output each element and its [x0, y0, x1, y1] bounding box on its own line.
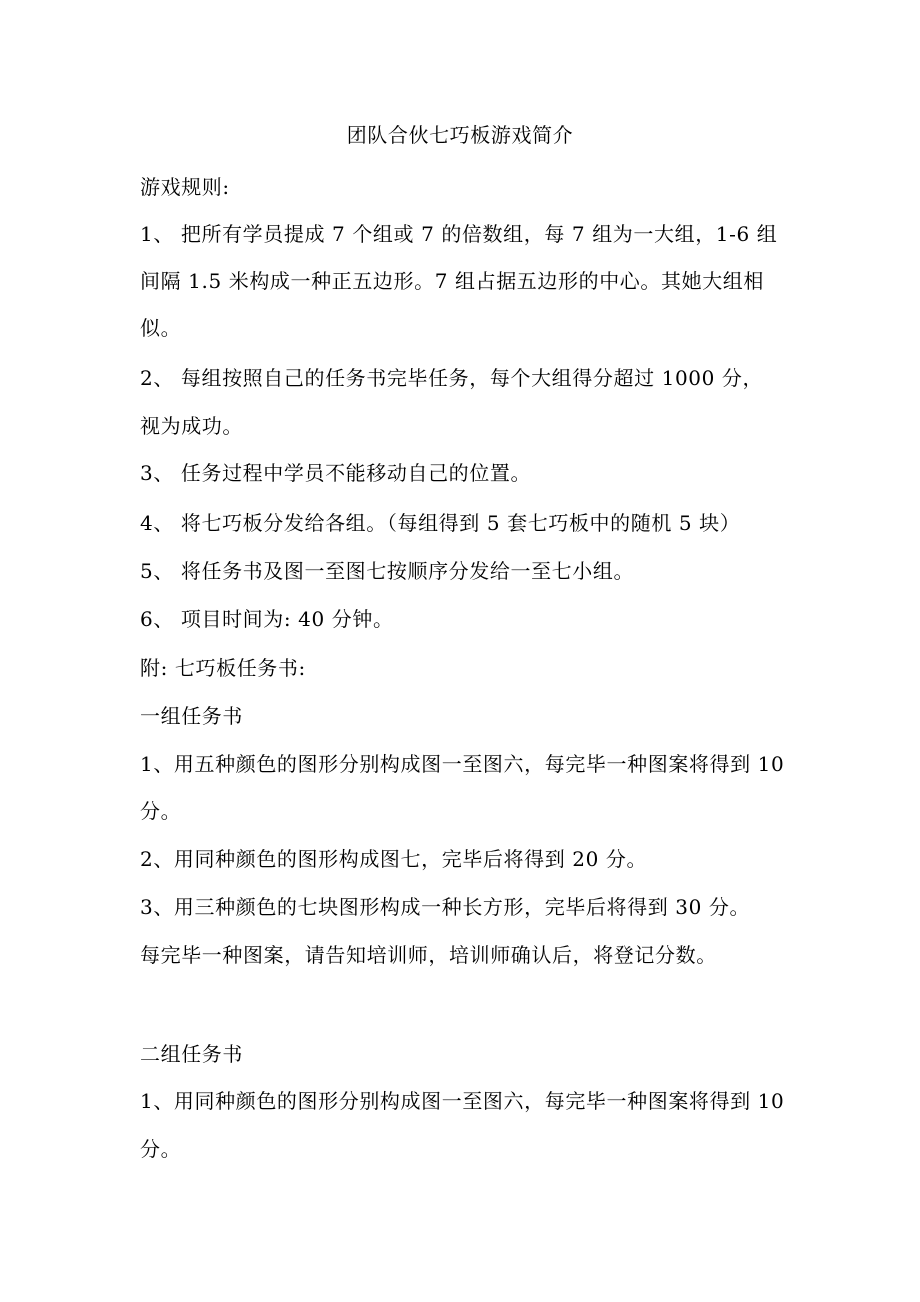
group-1-task-1-line-1: 1、用五种颜色的图形分别构成图一至图六，每完毕一种图案将得到 10: [140, 752, 785, 776]
rule-1-line-2: 间隔 1.5 米构成一种正五边形。7 组占据五边形的中心。其她大组相: [140, 269, 765, 293]
group-2-task-1-line-2: 分。: [140, 1137, 182, 1161]
rule-2-line-1: 2、 每组按照自己的任务书完毕任务，每个大组得分超过 1000 分，: [140, 366, 764, 390]
group-1-task-1-line-2: 分。: [140, 799, 182, 823]
rule-1-line-3: 似。: [140, 316, 182, 340]
rule-6: 6、 项目时间为: 40 分钟。: [140, 607, 394, 631]
rule-1-line-1: 1、 把所有学员提成 7 个组或 7 的倍数组，每 7 组为一大组，1-6 组: [140, 222, 778, 246]
group-2-heading: 二组任务书: [140, 1042, 243, 1066]
rule-5: 5、 将任务书及图一至图七按顺序分发给一至七小组。: [140, 559, 635, 583]
document-title: 团队合伙七巧板游戏简介: [346, 123, 574, 147]
group-1-heading: 一组任务书: [140, 704, 243, 728]
rule-2-line-2: 视为成功。: [140, 414, 243, 438]
group-1-note: 每完毕一种图案，请告知培训师，培训师确认后，将登记分数。: [140, 943, 717, 967]
group-1-task-2: 2、用同种颜色的图形构成图七，完毕后将得到 20 分。: [140, 847, 648, 871]
rule-3: 3、 任务过程中学员不能移动自己的位置。: [140, 461, 532, 485]
rule-4: 4、 将七巧板分发给各组。（每组得到 5 套七巧板中的随机 5 块）: [140, 511, 741, 535]
rules-heading: 游戏规则:: [140, 175, 230, 199]
group-2-task-1-line-1: 1、用同种颜色的图形分别构成图一至图六，每完毕一种图案将得到 10: [140, 1089, 785, 1113]
appendix-heading: 附: 七巧板任务书:: [140, 656, 306, 680]
group-1-task-3: 3、用三种颜色的七块图形构成一种长方形，完毕后将得到 30 分。: [140, 895, 751, 919]
